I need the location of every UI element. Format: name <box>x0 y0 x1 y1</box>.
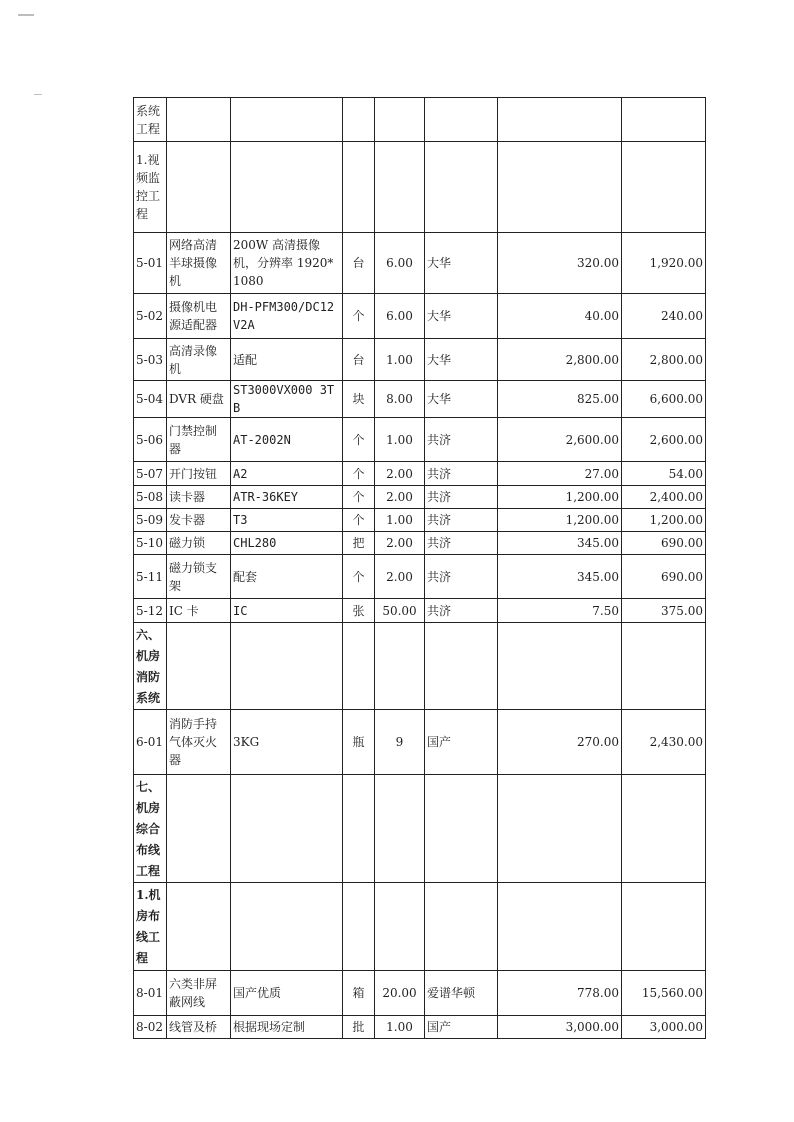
cell-brand: 大华 <box>425 294 498 339</box>
cell-qty: 2.00 <box>375 486 425 509</box>
cell-spec: CHL280 <box>231 532 343 555</box>
cell-unit <box>343 883 375 971</box>
cell-spec: 配套 <box>231 555 343 599</box>
table-row <box>134 555 706 599</box>
cell-price: 320.00 <box>498 233 622 294</box>
cell-no: 5-10 <box>134 532 167 555</box>
cell-total <box>622 142 706 233</box>
cell-spec: IC <box>231 599 343 623</box>
cell-name: 线管及桥 <box>167 1016 231 1039</box>
cell-price <box>498 142 622 233</box>
cell-spec: 3KG <box>231 710 343 775</box>
cell-brand <box>425 98 498 142</box>
cell-brand <box>425 142 498 233</box>
table-row <box>134 509 706 532</box>
cell-brand: 大华 <box>425 339 498 381</box>
cell-spec <box>231 775 343 883</box>
table-row <box>134 775 706 883</box>
cell-name <box>167 98 231 142</box>
cell-price: 7.50 <box>498 599 622 623</box>
cell-spec: DH-PFM300/DC12V2A <box>231 294 343 339</box>
cell-qty: 2.00 <box>375 555 425 599</box>
cell-unit: 个 <box>343 555 375 599</box>
cell-qty <box>375 623 425 710</box>
table-row <box>134 623 706 710</box>
cell-spec: A2 <box>231 462 343 486</box>
cell-unit: 把 <box>343 532 375 555</box>
cell-name <box>167 775 231 883</box>
table-body <box>134 98 706 1039</box>
cell-name <box>167 623 231 710</box>
table-row <box>134 294 706 339</box>
cell-no: 6-01 <box>134 710 167 775</box>
cell-qty: 8.00 <box>375 381 425 418</box>
cell-no: 5-03 <box>134 339 167 381</box>
cell-brand: 共济 <box>425 418 498 462</box>
table-row <box>134 418 706 462</box>
cell-name: 门禁控制器 <box>167 418 231 462</box>
cell-no: 8-01 <box>134 971 167 1016</box>
scan-mark <box>34 94 42 95</box>
cell-spec: AT-2002N <box>231 418 343 462</box>
table-row <box>134 486 706 509</box>
cell-total: 1,920.00 <box>622 233 706 294</box>
cell-qty: 1.00 <box>375 1016 425 1039</box>
cell-spec <box>231 883 343 971</box>
cell-unit: 箱 <box>343 971 375 1016</box>
cell-price: 2,600.00 <box>498 418 622 462</box>
cell-brand: 共济 <box>425 599 498 623</box>
table-row <box>134 710 706 775</box>
cell-unit: 台 <box>343 233 375 294</box>
cell-price <box>498 775 622 883</box>
cell-price: 778.00 <box>498 971 622 1016</box>
cell-unit: 块 <box>343 381 375 418</box>
cell-spec: 国产优质 <box>231 971 343 1016</box>
cell-name: 开门按钮 <box>167 462 231 486</box>
cell-unit <box>343 623 375 710</box>
cell-total: 1,200.00 <box>622 509 706 532</box>
cell-total <box>622 883 706 971</box>
cell-brand: 爱谱华顿 <box>425 971 498 1016</box>
cell-unit: 个 <box>343 294 375 339</box>
cell-brand: 共济 <box>425 555 498 599</box>
cell-unit <box>343 98 375 142</box>
cell-price: 345.00 <box>498 532 622 555</box>
cell-unit: 台 <box>343 339 375 381</box>
cell-total: 54.00 <box>622 462 706 486</box>
cell-brand: 共济 <box>425 509 498 532</box>
cell-name <box>167 142 231 233</box>
table-row <box>134 339 706 381</box>
cell-brand: 共济 <box>425 532 498 555</box>
cell-no: 5-09 <box>134 509 167 532</box>
cell-price: 40.00 <box>498 294 622 339</box>
cell-name: 网络高清半球摄像机 <box>167 233 231 294</box>
cell-no: 5-11 <box>134 555 167 599</box>
cell-total: 375.00 <box>622 599 706 623</box>
cell-qty: 1.00 <box>375 509 425 532</box>
cell-qty: 6.00 <box>375 294 425 339</box>
cell-qty: 1.00 <box>375 418 425 462</box>
cell-no: 1.视频监控工程 <box>134 142 167 233</box>
cell-no: 系统工程 <box>134 98 167 142</box>
cell-spec <box>231 142 343 233</box>
cell-unit <box>343 775 375 883</box>
cell-name: 发卡器 <box>167 509 231 532</box>
cell-price: 3,000.00 <box>498 1016 622 1039</box>
cell-unit: 批 <box>343 1016 375 1039</box>
cell-no: 5-06 <box>134 418 167 462</box>
cell-no: 六、机房消防系统 <box>134 623 167 710</box>
cell-total: 2,600.00 <box>622 418 706 462</box>
cell-spec: T3 <box>231 509 343 532</box>
cell-unit: 个 <box>343 418 375 462</box>
cell-qty: 6.00 <box>375 233 425 294</box>
cell-price: 345.00 <box>498 555 622 599</box>
cell-total: 2,430.00 <box>622 710 706 775</box>
cell-qty: 20.00 <box>375 971 425 1016</box>
cell-unit: 张 <box>343 599 375 623</box>
table-row <box>134 532 706 555</box>
cell-no: 5-02 <box>134 294 167 339</box>
scan-mark <box>18 14 34 16</box>
cell-price <box>498 98 622 142</box>
cell-price: 270.00 <box>498 710 622 775</box>
table-row <box>134 233 706 294</box>
cell-total: 15,560.00 <box>622 971 706 1016</box>
cell-brand: 大华 <box>425 381 498 418</box>
cell-no: 1.机房布线工程 <box>134 883 167 971</box>
table-row <box>134 98 706 142</box>
cell-total: 690.00 <box>622 555 706 599</box>
cell-price: 1,200.00 <box>498 509 622 532</box>
cell-spec <box>231 98 343 142</box>
cell-brand <box>425 883 498 971</box>
cell-unit <box>343 142 375 233</box>
cell-name: 磁力锁支架 <box>167 555 231 599</box>
cell-total: 2,400.00 <box>622 486 706 509</box>
cell-price <box>498 623 622 710</box>
table-row <box>134 971 706 1016</box>
cell-price: 2,800.00 <box>498 339 622 381</box>
cell-name: 读卡器 <box>167 486 231 509</box>
cell-spec: 适配 <box>231 339 343 381</box>
cell-price <box>498 883 622 971</box>
cell-price: 27.00 <box>498 462 622 486</box>
cell-total: 6,600.00 <box>622 381 706 418</box>
cell-unit: 瓶 <box>343 710 375 775</box>
cell-no: 5-04 <box>134 381 167 418</box>
cell-unit: 个 <box>343 462 375 486</box>
cell-no: 5-01 <box>134 233 167 294</box>
cell-qty <box>375 775 425 883</box>
cell-total <box>622 623 706 710</box>
cell-spec: ST3000VX000 3TB <box>231 381 343 418</box>
cell-name: DVR 硬盘 <box>167 381 231 418</box>
cell-no: 8-02 <box>134 1016 167 1039</box>
cell-qty <box>375 142 425 233</box>
cell-qty: 9 <box>375 710 425 775</box>
cell-brand: 大华 <box>425 233 498 294</box>
table-row <box>134 381 706 418</box>
cell-total <box>622 775 706 883</box>
cell-spec: 根据现场定制 <box>231 1016 343 1039</box>
cell-qty: 50.00 <box>375 599 425 623</box>
cell-name: 磁力锁 <box>167 532 231 555</box>
cell-name <box>167 883 231 971</box>
cell-name: IC 卡 <box>167 599 231 623</box>
cell-spec: 200W 高清摄像机，分辨率 1920*1080 <box>231 233 343 294</box>
cell-qty: 2.00 <box>375 462 425 486</box>
cell-no: 5-07 <box>134 462 167 486</box>
cell-total <box>622 98 706 142</box>
cell-no: 5-08 <box>134 486 167 509</box>
cell-name: 高清录像机 <box>167 339 231 381</box>
cell-spec <box>231 623 343 710</box>
cell-name: 六类非屏蔽网线 <box>167 971 231 1016</box>
cell-total: 3,000.00 <box>622 1016 706 1039</box>
table-row <box>134 883 706 971</box>
cell-no: 5-12 <box>134 599 167 623</box>
cell-qty <box>375 883 425 971</box>
cell-qty: 1.00 <box>375 339 425 381</box>
cell-qty <box>375 98 425 142</box>
cell-brand <box>425 623 498 710</box>
cell-price: 1,200.00 <box>498 486 622 509</box>
cell-unit: 个 <box>343 509 375 532</box>
cell-brand: 国产 <box>425 1016 498 1039</box>
cell-total: 2,800.00 <box>622 339 706 381</box>
cell-brand: 共济 <box>425 486 498 509</box>
cell-brand: 国产 <box>425 710 498 775</box>
cell-brand <box>425 775 498 883</box>
cell-no: 七、机房综合布线工程 <box>134 775 167 883</box>
cell-unit: 个 <box>343 486 375 509</box>
cell-total: 240.00 <box>622 294 706 339</box>
equipment-quote-table <box>133 97 706 1039</box>
cell-qty: 2.00 <box>375 532 425 555</box>
table-row <box>134 1016 706 1039</box>
cell-brand: 共济 <box>425 462 498 486</box>
cell-total: 690.00 <box>622 532 706 555</box>
table-row <box>134 142 706 233</box>
cell-name: 消防手持气体灭火器 <box>167 710 231 775</box>
table-row <box>134 599 706 623</box>
table-row <box>134 462 706 486</box>
cell-price: 825.00 <box>498 381 622 418</box>
cell-spec: ATR-36KEY <box>231 486 343 509</box>
cell-name: 摄像机电源适配器 <box>167 294 231 339</box>
